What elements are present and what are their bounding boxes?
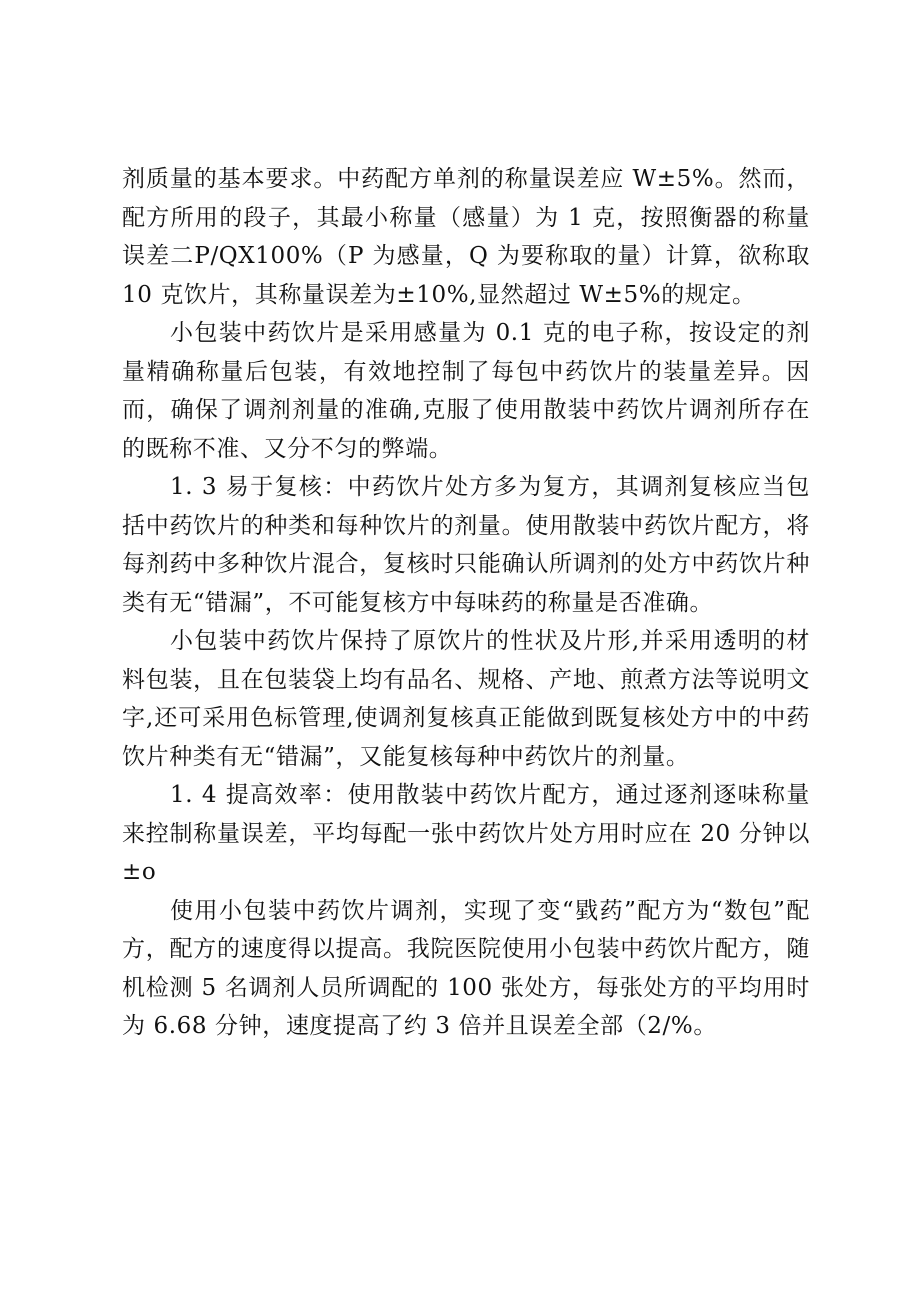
document-body [122,160,810,1046]
paragraph-1: 剂质量的基本要求。中药配方单剂的称量误差应 W±5%。然而，配方所用的段子，其最小称量（感量）为 1 克，按照衡器的称量误差二P/QX100%（P 为感量，Q 为要称取的量）计算，欲称取 10 克饮片，其称量误差为±10%,显然超过 W±5%的规定。 [122,166,810,308]
paragraph-3: 1. 3 易于复核：中药饮片处方多为复方，其调剂复核应当包括中药饮片的种类和每种饮片的剂量。使用散装中药饮片配方，将每剂药中多种饮片混合，复核时只能确认所调剂的处方中药饮片种类有无“错漏”，不可能复核方中每味药的称量是否准确。 [122,474,810,616]
paragraph-4: 小包装中药饮片保持了原饮片的性状及片形,并采用透明的材料包装，且在包装袋上均有品名、规格、产地、煎煮方法等说明文字,还可采用色标管理,使调剂复核真正能做到既复核处方中的中药饮片种类有无“错漏”，又能复核每种中药饮片的剂量。 [122,628,810,770]
paragraph-2: 小包装中药饮片是采用感量为 0.1 克的电子称，按设定的剂量精确称量后包装，有效地控制了每包中药饮片的装量差异。因而，确保了调剂剂量的准确,克服了使用散装中药饮片调剂所存在的既称不准、又分不匀的弊端。 [122,320,810,462]
paragraph-6: 使用小包装中药饮片调剂，实现了变“戥药”配方为“数包”配方，配方的速度得以提高。我院医院使用小包装中药饮片配方，随机检测 5 名调剂人员所调配的 100 张处方，每张处方的平均用时为 6.68 分钟，速度提高了约 3 倍并且误差全部（2/%。 [122,897,810,1039]
paragraph-5: 1. 4 提高效率：使用散装中药饮片配方，通过逐剂逐味称量来控制称量误差，平均每配一张中药饮片处方用时应在 20 分钟以±o [122,782,810,885]
